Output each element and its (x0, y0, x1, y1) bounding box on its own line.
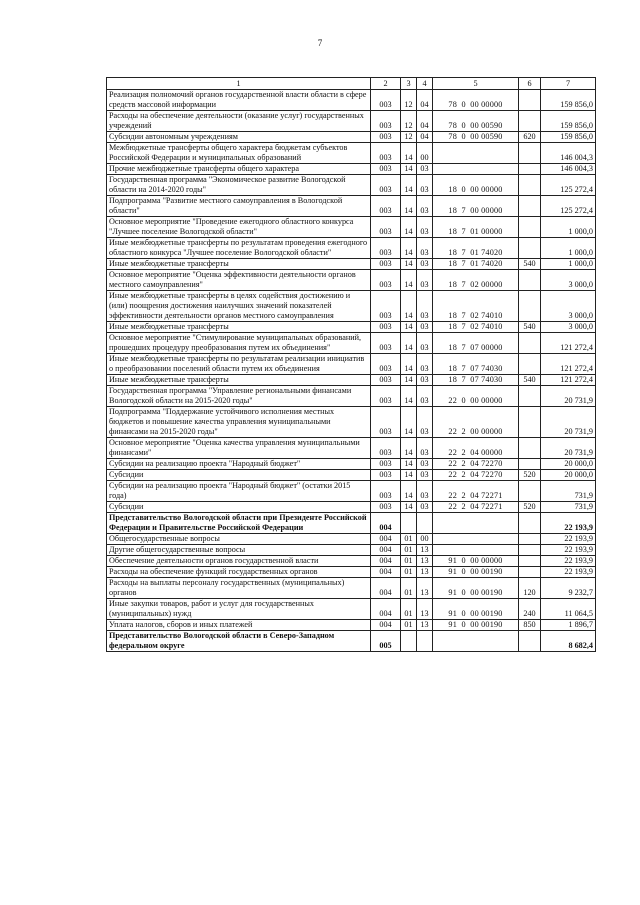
table-row (107, 217, 596, 238)
row-expense-type (519, 354, 541, 375)
row-ministry-code: 003 (371, 322, 401, 333)
table-row (107, 270, 596, 291)
row-expense-type (519, 333, 541, 354)
row-target-article: 22 2 00 00000 (433, 407, 519, 438)
row-description: Подпрограмма "Поддержание устойчивого исполнения местных бюджетов и повышение качества управления муниципальными финансами на 2015-2020 годы" (107, 407, 371, 438)
row-ministry-code: 004 (371, 556, 401, 567)
table-row (107, 111, 596, 132)
row-description: Основное мероприятие "Оценка качества управления муниципальными финансами" (107, 438, 371, 459)
row-target-article (433, 534, 519, 545)
row-ministry-code: 004 (371, 534, 401, 545)
row-expense-type (519, 481, 541, 502)
row-ministry-code: 003 (371, 270, 401, 291)
row-target-article: 78 0 00 00590 (433, 111, 519, 132)
row-expense-type (519, 386, 541, 407)
table-row (107, 513, 596, 534)
row-section-code: 12 (401, 111, 417, 132)
row-description: Прочие межбюджетные трансферты общего характера (107, 164, 371, 175)
row-ministry-code: 003 (371, 291, 401, 322)
row-expense-type (519, 270, 541, 291)
row-target-article: 18 7 07 74030 (433, 375, 519, 386)
row-subsection-code: 13 (417, 599, 433, 620)
row-ministry-code: 004 (371, 513, 401, 534)
header-col-7: 7 (541, 78, 596, 90)
row-ministry-code: 003 (371, 386, 401, 407)
row-section-code: 14 (401, 386, 417, 407)
row-expense-type: 540 (519, 322, 541, 333)
header-col-5: 5 (433, 78, 519, 90)
table-row (107, 322, 596, 333)
row-section-code: 14 (401, 438, 417, 459)
table-row (107, 259, 596, 270)
row-ministry-code: 004 (371, 545, 401, 556)
row-subsection-code: 13 (417, 567, 433, 578)
table-row (107, 90, 596, 111)
row-expense-type (519, 556, 541, 567)
row-amount: 11 064,5 (541, 599, 596, 620)
table-row (107, 407, 596, 438)
row-expense-type (519, 534, 541, 545)
row-expense-type (519, 111, 541, 132)
table-row (107, 534, 596, 545)
table-row (107, 556, 596, 567)
row-amount: 121 272,4 (541, 375, 596, 386)
row-expense-type (519, 513, 541, 534)
row-subsection-code: 03 (417, 407, 433, 438)
row-section-code: 14 (401, 354, 417, 375)
row-amount: 125 272,4 (541, 196, 596, 217)
row-section-code: 12 (401, 132, 417, 143)
row-amount: 20 000,0 (541, 459, 596, 470)
row-target-article: 18 7 02 74010 (433, 322, 519, 333)
row-amount: 159 856,0 (541, 132, 596, 143)
row-target-article (433, 545, 519, 556)
row-amount: 22 193,9 (541, 534, 596, 545)
row-description: Субсидии на реализацию проекта "Народный бюджет" (остатки 2015 года) (107, 481, 371, 502)
row-section-code: 14 (401, 175, 417, 196)
row-description: Государственная программа "Экономическое развитие Вологодской области на 2014-2020 годы" (107, 175, 371, 196)
row-description: Субсидии (107, 470, 371, 481)
row-amount: 20 731,9 (541, 407, 596, 438)
row-amount: 22 193,9 (541, 567, 596, 578)
row-expense-type (519, 438, 541, 459)
row-section-code: 14 (401, 196, 417, 217)
row-description: Иные межбюджетные трансферты (107, 259, 371, 270)
row-description: Расходы на обеспечение деятельности (оказание услуг) государственных учреждений (107, 111, 371, 132)
table-row (107, 502, 596, 513)
row-description: Иные межбюджетные трансферты (107, 322, 371, 333)
table-row (107, 578, 596, 599)
row-subsection-code: 03 (417, 217, 433, 238)
row-target-article (433, 631, 519, 652)
row-section-code: 01 (401, 556, 417, 567)
row-amount: 159 856,0 (541, 90, 596, 111)
table-row (107, 481, 596, 502)
row-target-article: 18 7 01 74020 (433, 238, 519, 259)
row-description: Представительство Вологодской области при Президенте Российской Федерации и Правительстве Российской Федерации (107, 513, 371, 534)
row-section-code: 01 (401, 599, 417, 620)
row-description: Расходы на выплаты персоналу государственных (муниципальных) органов (107, 578, 371, 599)
header-col-4: 4 (417, 78, 433, 90)
row-target-article: 91 0 00 00190 (433, 620, 519, 631)
table-row (107, 333, 596, 354)
row-description: Основное мероприятие "Оценка эффективности деятельности органов местного самоуправления" (107, 270, 371, 291)
row-ministry-code: 003 (371, 143, 401, 164)
row-description: Межбюджетные трансферты общего характера бюджетам субъектов Российской Федерации и муниципальных образований (107, 143, 371, 164)
row-amount: 731,9 (541, 502, 596, 513)
row-expense-type (519, 164, 541, 175)
row-description: Другие общегосударственные вопросы (107, 545, 371, 556)
row-ministry-code: 003 (371, 90, 401, 111)
table-row (107, 386, 596, 407)
row-section-code: 14 (401, 270, 417, 291)
row-section-code: 14 (401, 407, 417, 438)
row-expense-type: 120 (519, 578, 541, 599)
row-subsection-code (417, 513, 433, 534)
row-subsection-code: 03 (417, 438, 433, 459)
row-target-article: 18 7 02 00000 (433, 270, 519, 291)
row-ministry-code: 003 (371, 502, 401, 513)
row-ministry-code: 003 (371, 132, 401, 143)
row-amount: 20 000,0 (541, 470, 596, 481)
row-target-article: 18 7 07 74030 (433, 354, 519, 375)
table-row (107, 354, 596, 375)
row-section-code: 01 (401, 578, 417, 599)
row-expense-type: 240 (519, 599, 541, 620)
row-subsection-code: 04 (417, 90, 433, 111)
row-target-article (433, 164, 519, 175)
row-ministry-code: 004 (371, 599, 401, 620)
row-subsection-code: 03 (417, 196, 433, 217)
row-amount: 1 000,0 (541, 259, 596, 270)
row-description: Основное мероприятие "Стимулирование муниципальных образований, прошедших процедуру преобразования путем их объединения" (107, 333, 371, 354)
row-amount: 1 896,7 (541, 620, 596, 631)
table-row (107, 132, 596, 143)
row-expense-type (519, 545, 541, 556)
table-row (107, 196, 596, 217)
table-header-row (107, 78, 596, 90)
row-subsection-code: 13 (417, 545, 433, 556)
row-subsection-code: 03 (417, 238, 433, 259)
row-target-article (433, 143, 519, 164)
table-row (107, 470, 596, 481)
row-subsection-code: 03 (417, 459, 433, 470)
row-description: Субсидии на реализацию проекта "Народный бюджет" (107, 459, 371, 470)
row-ministry-code: 003 (371, 375, 401, 386)
table-row (107, 143, 596, 164)
row-description: Субсидии автономным учреждениям (107, 132, 371, 143)
row-description: Реализация полномочий органов государственной власти области в сфере средств массовой информации (107, 90, 371, 111)
row-subsection-code: 04 (417, 111, 433, 132)
row-ministry-code: 003 (371, 438, 401, 459)
row-description: Подпрограмма "Развитие местного самоуправления в Вологодской области" (107, 196, 371, 217)
row-section-code: 14 (401, 322, 417, 333)
row-description: Уплата налогов, сборов и иных платежей (107, 620, 371, 631)
row-subsection-code (417, 631, 433, 652)
row-ministry-code: 003 (371, 481, 401, 502)
row-amount: 3 000,0 (541, 270, 596, 291)
row-section-code: 14 (401, 481, 417, 502)
row-subsection-code: 00 (417, 143, 433, 164)
row-amount: 121 272,4 (541, 333, 596, 354)
row-amount: 20 731,9 (541, 438, 596, 459)
header-col-6: 6 (519, 78, 541, 90)
row-subsection-code: 03 (417, 375, 433, 386)
row-subsection-code: 03 (417, 502, 433, 513)
table-row (107, 599, 596, 620)
row-ministry-code: 004 (371, 567, 401, 578)
row-target-article: 91 0 00 00190 (433, 567, 519, 578)
row-amount: 22 193,9 (541, 513, 596, 534)
row-expense-type (519, 407, 541, 438)
row-amount: 146 004,3 (541, 164, 596, 175)
row-target-article: 22 2 04 72271 (433, 502, 519, 513)
row-target-article: 22 2 04 72271 (433, 481, 519, 502)
row-section-code: 14 (401, 143, 417, 164)
row-subsection-code: 03 (417, 354, 433, 375)
row-expense-type (519, 175, 541, 196)
table-row (107, 175, 596, 196)
row-section-code: 01 (401, 534, 417, 545)
row-target-article: 91 0 00 00000 (433, 556, 519, 567)
table-row (107, 567, 596, 578)
row-amount: 731,9 (541, 481, 596, 502)
row-ministry-code: 003 (371, 259, 401, 270)
row-target-article: 18 7 01 00000 (433, 217, 519, 238)
row-amount: 1 000,0 (541, 238, 596, 259)
row-description: Иные межбюджетные трансферты по результатам проведения ежегодного областного конкурса "Лучшее поселение Вологодской области" (107, 238, 371, 259)
row-expense-type (519, 631, 541, 652)
row-target-article: 18 7 00 00000 (433, 196, 519, 217)
row-ministry-code: 003 (371, 111, 401, 132)
row-target-article (433, 513, 519, 534)
row-target-article: 78 0 00 00590 (433, 132, 519, 143)
row-amount: 121 272,4 (541, 354, 596, 375)
row-section-code: 01 (401, 620, 417, 631)
table-body (107, 90, 596, 652)
table-row (107, 620, 596, 631)
row-subsection-code: 03 (417, 291, 433, 322)
row-amount: 20 731,9 (541, 386, 596, 407)
row-amount: 3 000,0 (541, 291, 596, 322)
row-amount: 3 000,0 (541, 322, 596, 333)
row-ministry-code: 003 (371, 470, 401, 481)
row-expense-type (519, 567, 541, 578)
row-section-code: 01 (401, 567, 417, 578)
row-target-article: 18 7 01 74020 (433, 259, 519, 270)
row-subsection-code: 13 (417, 620, 433, 631)
row-target-article: 91 0 00 00190 (433, 578, 519, 599)
row-expense-type (519, 90, 541, 111)
row-ministry-code: 003 (371, 333, 401, 354)
row-target-article: 18 7 07 00000 (433, 333, 519, 354)
row-amount: 22 193,9 (541, 556, 596, 567)
row-target-article: 78 0 00 00000 (433, 90, 519, 111)
row-target-article: 18 7 02 74010 (433, 291, 519, 322)
row-description: Основное мероприятие "Проведение ежегодного областного конкурса "Лучшее поселение Вологодской области" (107, 217, 371, 238)
row-target-article: 22 2 04 72270 (433, 470, 519, 481)
row-section-code: 14 (401, 375, 417, 386)
row-section-code: 14 (401, 459, 417, 470)
row-subsection-code: 03 (417, 270, 433, 291)
row-subsection-code: 03 (417, 481, 433, 502)
row-section-code: 14 (401, 259, 417, 270)
row-description: Расходы на обеспечение функций государственных органов (107, 567, 371, 578)
row-amount: 8 682,4 (541, 631, 596, 652)
row-ministry-code: 003 (371, 217, 401, 238)
row-section-code: 14 (401, 291, 417, 322)
row-amount: 1 000,0 (541, 217, 596, 238)
budget-table (106, 77, 596, 652)
row-expense-type: 540 (519, 259, 541, 270)
row-subsection-code: 03 (417, 259, 433, 270)
row-subsection-code: 03 (417, 322, 433, 333)
row-subsection-code: 03 (417, 175, 433, 196)
row-section-code: 14 (401, 217, 417, 238)
row-section-code: 14 (401, 164, 417, 175)
row-section-code: 14 (401, 333, 417, 354)
row-subsection-code: 03 (417, 333, 433, 354)
row-target-article: 22 2 04 72270 (433, 459, 519, 470)
row-ministry-code: 003 (371, 459, 401, 470)
row-section-code (401, 513, 417, 534)
row-target-article: 22 0 00 00000 (433, 386, 519, 407)
row-ministry-code: 004 (371, 620, 401, 631)
row-target-article: 22 2 04 00000 (433, 438, 519, 459)
table-row (107, 291, 596, 322)
row-subsection-code: 03 (417, 386, 433, 407)
row-expense-type (519, 459, 541, 470)
row-description: Иные закупки товаров, работ и услуг для государственных (муниципальных) нужд (107, 599, 371, 620)
row-expense-type (519, 196, 541, 217)
row-target-article: 91 0 00 00190 (433, 599, 519, 620)
table-row (107, 459, 596, 470)
header-col-1: 1 (107, 78, 371, 90)
row-subsection-code: 13 (417, 578, 433, 599)
row-section-code: 12 (401, 90, 417, 111)
row-expense-type (519, 238, 541, 259)
row-expense-type: 850 (519, 620, 541, 631)
row-expense-type (519, 143, 541, 164)
table-row (107, 545, 596, 556)
row-expense-type (519, 291, 541, 322)
row-ministry-code: 003 (371, 196, 401, 217)
row-section-code: 14 (401, 238, 417, 259)
row-expense-type (519, 217, 541, 238)
row-expense-type: 620 (519, 132, 541, 143)
row-amount: 125 272,4 (541, 175, 596, 196)
row-description: Иные межбюджетные трансферты в целях содействия достижению и (или) поощрения достижения наилучших значений показателей эффективности деятельности органов местного самоуправления (107, 291, 371, 322)
table-row (107, 438, 596, 459)
row-expense-type: 520 (519, 470, 541, 481)
row-description: Государственная программа "Управление региональными финансами Вологодской области на 2015-2020 годы" (107, 386, 371, 407)
row-expense-type: 520 (519, 502, 541, 513)
row-description: Общегосударственные вопросы (107, 534, 371, 545)
row-amount: 22 193,9 (541, 545, 596, 556)
table-row (107, 375, 596, 386)
table-row (107, 238, 596, 259)
row-amount: 146 004,3 (541, 143, 596, 164)
page-number: 7 (317, 38, 323, 48)
row-description: Иные межбюджетные трансферты по результатам реализации инициатив о преобразовании поселений области путем их объединения (107, 354, 371, 375)
row-ministry-code: 004 (371, 578, 401, 599)
row-subsection-code: 00 (417, 534, 433, 545)
row-subsection-code: 03 (417, 164, 433, 175)
row-section-code (401, 631, 417, 652)
row-ministry-code: 003 (371, 238, 401, 259)
header-col-2: 2 (371, 78, 401, 90)
row-subsection-code: 03 (417, 470, 433, 481)
row-section-code: 14 (401, 502, 417, 513)
row-description: Обеспечение деятельности органов государственной власти (107, 556, 371, 567)
row-amount: 159 856,0 (541, 111, 596, 132)
row-ministry-code: 003 (371, 175, 401, 196)
row-ministry-code: 003 (371, 354, 401, 375)
row-ministry-code: 003 (371, 407, 401, 438)
row-section-code: 14 (401, 470, 417, 481)
row-ministry-code: 005 (371, 631, 401, 652)
row-description: Иные межбюджетные трансферты (107, 375, 371, 386)
row-ministry-code: 003 (371, 164, 401, 175)
row-description: Представительство Вологодской области в Северо-Западном федеральном округе (107, 631, 371, 652)
row-amount: 9 232,7 (541, 578, 596, 599)
row-expense-type: 540 (519, 375, 541, 386)
row-subsection-code: 13 (417, 556, 433, 567)
table-row (107, 164, 596, 175)
row-target-article: 18 0 00 00000 (433, 175, 519, 196)
header-col-3: 3 (401, 78, 417, 90)
row-description: Субсидии (107, 502, 371, 513)
table-row (107, 631, 596, 652)
row-subsection-code: 04 (417, 132, 433, 143)
row-section-code: 01 (401, 545, 417, 556)
